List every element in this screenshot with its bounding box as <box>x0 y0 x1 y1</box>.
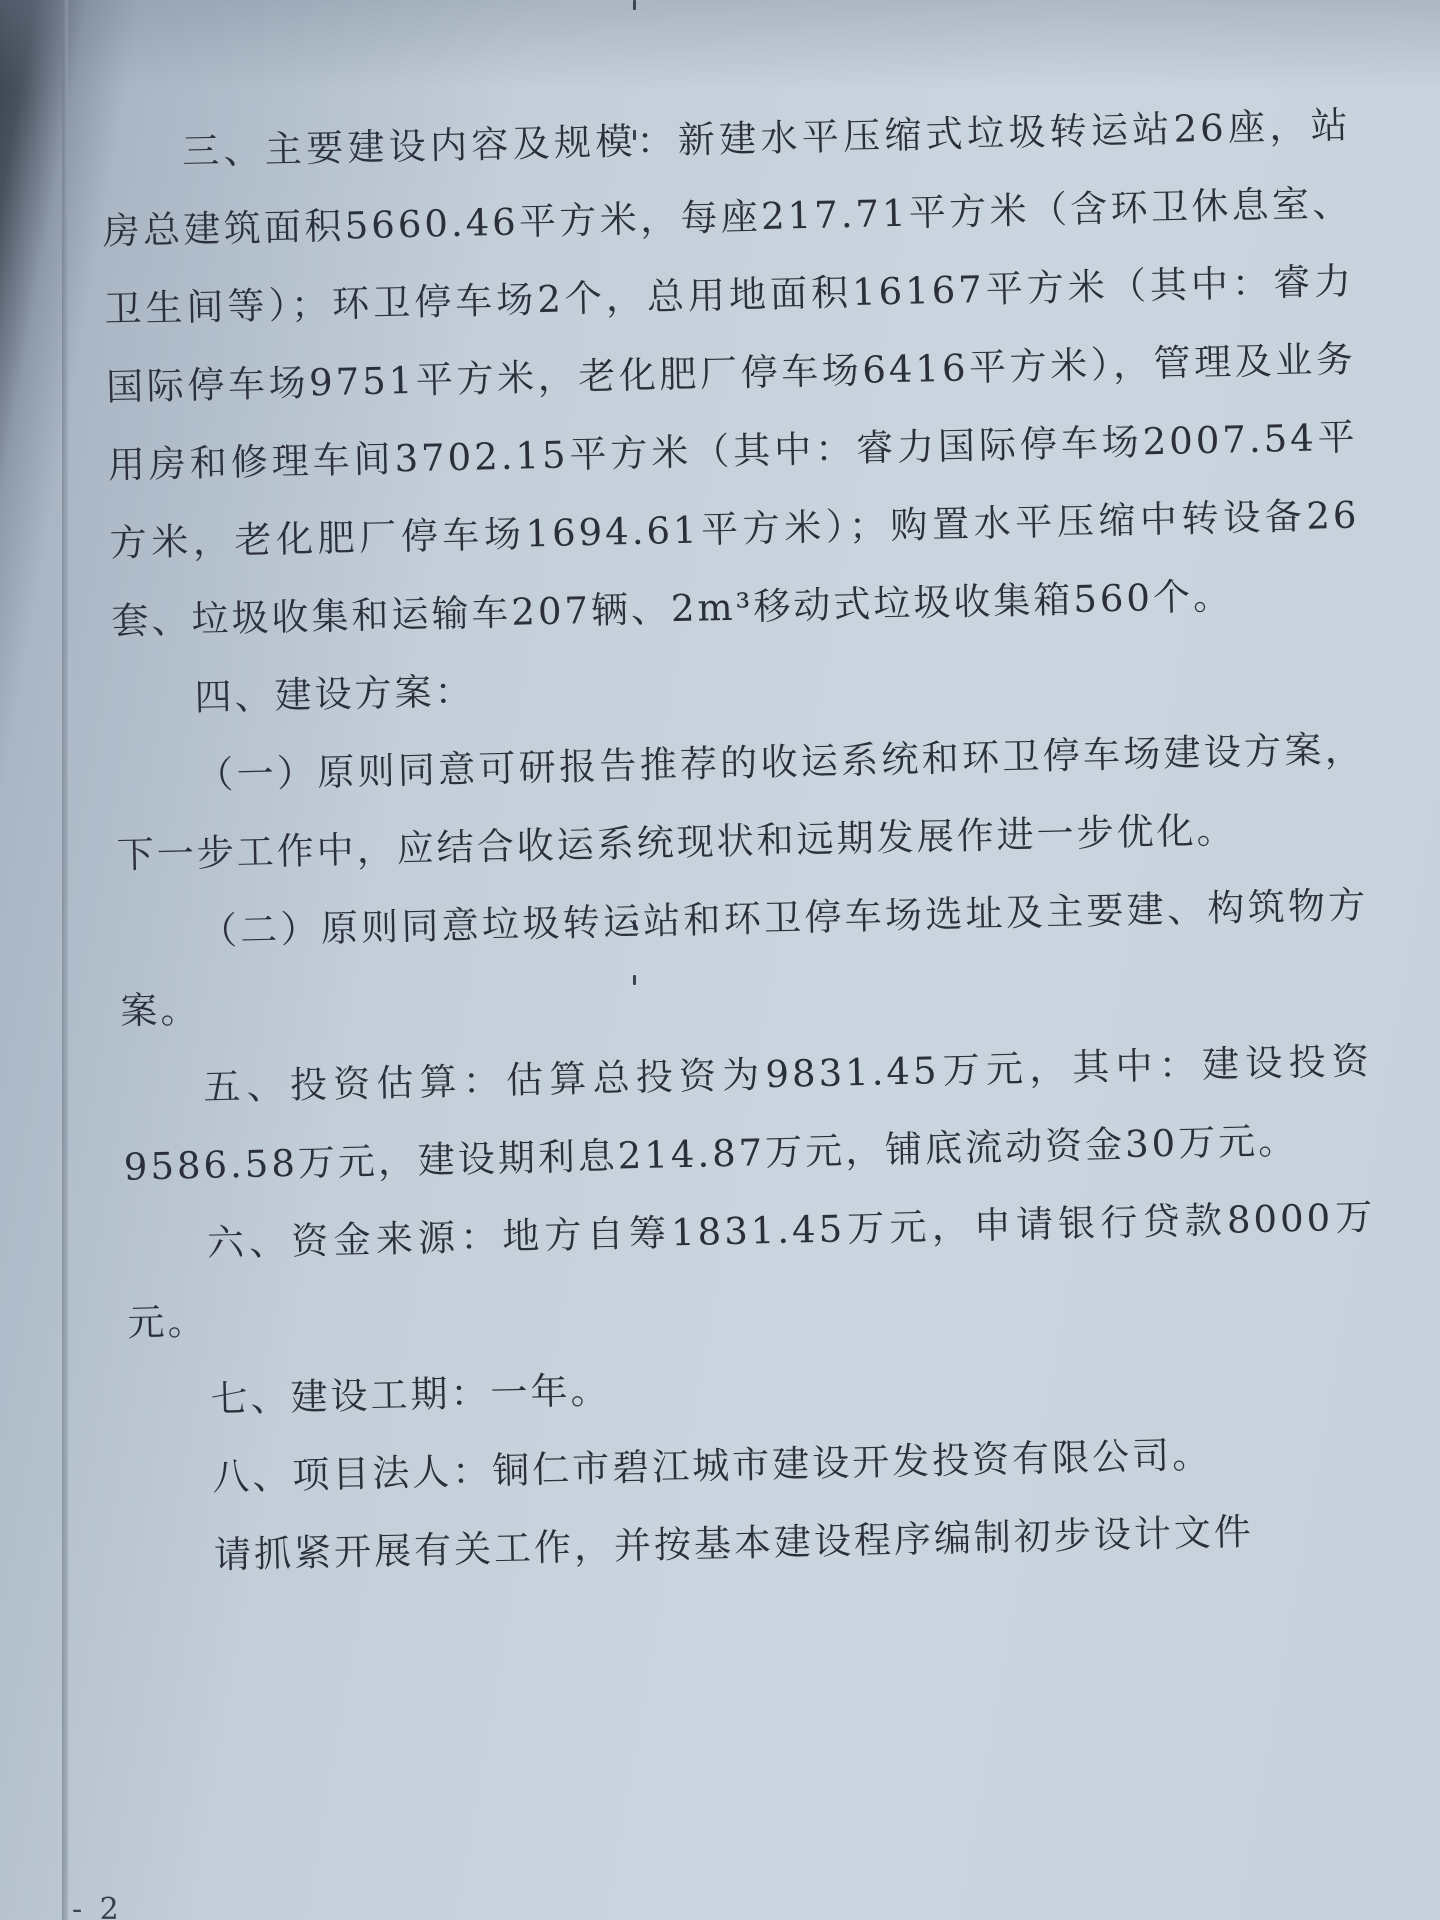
paragraph-plan-item-2: （二）原则同意垃圾转运站和环卫停车场选址及主要建、构筑物方案。 <box>119 883 1369 1033</box>
page-number: - 2 <box>72 1892 123 1920</box>
top-shadow <box>0 0 1440 90</box>
paragraph-plan-item-1: （一）原则同意可研报告推荐的收运系统和环卫停车场建设方案，下一步工作中，应结合收运系统现状和远期发展作进一步优化。 <box>116 727 1366 877</box>
paragraph-closing: 请抓紧开展有关工作，并按基本建设程序编制初步设计文件 <box>213 1510 1255 1577</box>
paragraph-construction-plan: 四、建设方案： <box>194 669 476 719</box>
document-body <box>100 87 1383 1597</box>
paragraph-funding: 六、资金来源：地方自筹1831.45万元，申请银行贷款8000万元。 <box>126 1195 1376 1345</box>
paragraph-main-content: 三、主要建设内容及规模：新建水平压缩式垃圾转运站26座，站房总建筑面积5660.46平方米，每座217.71平方米（含环卫休息室、卫生间等）；环卫停车场2个，总用地面积16167平方米（其中：睿力国际停车场9751平方米，老化肥厂停车场6416平方米），管理及业务用房和修理车间3702.15平方米（其中：睿力国际停车场2007.54平方米，老化肥厂停车场1694.61平方米）；购置水平压缩中转设备26套、垃圾收集和运输车207辆、2m³移动式垃圾收集箱560个。 <box>102 103 1360 643</box>
paragraph-schedule: 七、建设工期：一年。 <box>210 1368 611 1421</box>
page-edge <box>62 0 68 1920</box>
paragraph-investment: 五、投资估算：估算总投资为9831.45万元，其中：建设投资9586.58万元，建设期利息214.87万元，铺底流动资金30万元。 <box>123 1039 1373 1189</box>
binding-mark <box>633 0 636 10</box>
paragraph-legal-entity: 八、项目法人：铜仁市碧江城市建设开发投资有限公司。 <box>211 1433 1213 1499</box>
